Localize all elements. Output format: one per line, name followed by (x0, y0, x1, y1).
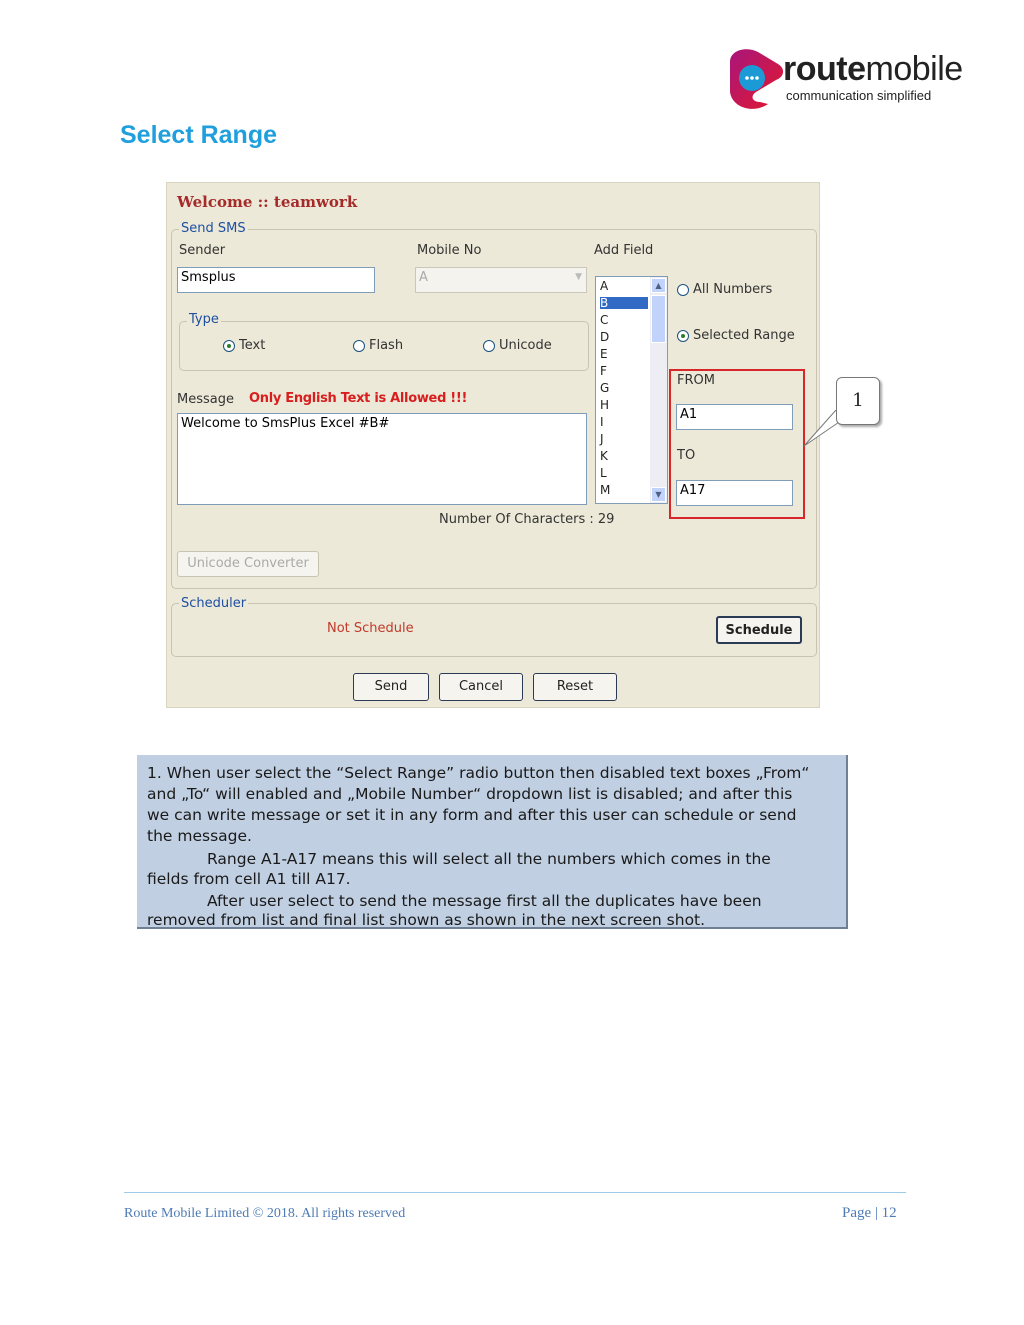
brand-tagline: communication simplified (786, 88, 932, 103)
character-count: Number Of Characters : 29 (439, 512, 615, 527)
add-field-item[interactable]: D (600, 330, 610, 344)
section-heading: Select Range (120, 121, 278, 149)
send-button[interactable]: Send (353, 673, 429, 701)
radio-flash-icon[interactable] (353, 340, 365, 352)
add-field-item[interactable]: A (600, 279, 609, 293)
note-line-4: the message. (147, 827, 252, 845)
radio-all-numbers-icon[interactable] (677, 284, 689, 296)
message-warning: Only English Text is Allowed !!! (249, 391, 468, 406)
add-field-item[interactable]: H (600, 398, 610, 412)
note-line-7: After user select to send the message first all the duplicates have been (207, 892, 762, 910)
add-field-item[interactable]: K (600, 449, 608, 463)
add-field-list[interactable] (595, 276, 668, 504)
message-label: Message (177, 392, 234, 407)
radio-text-icon[interactable] (223, 340, 235, 352)
brand-wordmark: routemobile (783, 50, 963, 88)
to-label: TO (677, 448, 696, 463)
radio-flash-label: Flash (369, 338, 404, 353)
from-input[interactable]: A1 (676, 404, 793, 430)
mobile-no-value: A (419, 270, 428, 285)
note-line-5: Range A1-A17 means this will select all the numbers which comes in the (207, 850, 771, 868)
unicode-converter-button[interactable]: Unicode Converter (177, 551, 319, 577)
scroll-thumb[interactable] (651, 295, 666, 343)
type-legend: Type (189, 312, 219, 327)
note-line-2: and „To“ will enabled and „Mobile Number“ dropdown list is disabled; and after this (147, 785, 793, 803)
radio-flash[interactable] (353, 335, 403, 354)
welcome-title: Welcome :: teamwork (177, 193, 358, 211)
scroll-down-icon[interactable]: ▼ (651, 487, 666, 502)
add-field-item[interactable]: J (600, 432, 604, 446)
add-field-item[interactable]: F (600, 364, 607, 378)
add-field-item[interactable]: I (600, 415, 604, 429)
chevron-down-icon: ▼ (575, 272, 582, 282)
radio-text-label: Text (239, 338, 266, 353)
radio-unicode-icon[interactable] (483, 340, 495, 352)
message-textarea[interactable]: Welcome to SmsPlus Excel #B# (177, 413, 587, 505)
reset-button[interactable]: Reset (533, 673, 617, 701)
add-field-item[interactable]: E (600, 347, 608, 361)
cancel-button[interactable]: Cancel (439, 673, 523, 701)
add-field-item[interactable]: M (600, 483, 611, 497)
schedule-status: Not Schedule (327, 621, 414, 636)
add-field-item[interactable]: C (600, 313, 609, 327)
selected-range-label: Selected Range (693, 328, 795, 343)
footer-divider (124, 1192, 906, 1193)
add-field-item[interactable]: G (600, 381, 610, 395)
to-input[interactable]: A17 (676, 480, 793, 506)
note-line-6: fields from cell A1 till A17. (147, 870, 351, 888)
radio-all-numbers[interactable] (677, 279, 772, 298)
all-numbers-label: All Numbers (693, 282, 773, 297)
scheduler-legend: Scheduler (181, 596, 247, 611)
add-field-item[interactable]: B (600, 297, 648, 309)
footer-page-number: Page | 12 (842, 1205, 897, 1221)
list-scrollbar[interactable] (650, 277, 667, 503)
send-sms-legend: Send SMS (181, 221, 246, 236)
schedule-button[interactable]: Schedule (716, 616, 802, 644)
radio-unicode[interactable] (483, 335, 552, 354)
from-label: FROM (677, 373, 715, 388)
note-line-3: we can write message or set it in any form and after this user can schedule or send (147, 806, 797, 824)
add-field-item[interactable]: L (600, 466, 607, 480)
sender-label: Sender (179, 243, 226, 258)
note-line-1: 1. When user select the “Select Range” radio button then disabled text boxes „From“ (147, 764, 810, 782)
footer-copyright: Route Mobile Limited © 2018. All rights reserved (124, 1206, 406, 1221)
mobile-no-label: Mobile No (417, 243, 482, 258)
mobile-no-dropdown[interactable] (415, 267, 587, 293)
radio-selected-range[interactable] (677, 325, 795, 344)
note-line-8: removed from list and final list shown as shown in the next screen shot. (147, 911, 706, 929)
sms-app-screenshot (166, 182, 820, 708)
radio-text[interactable] (223, 335, 265, 354)
callout-number: 1 (836, 377, 880, 425)
scroll-up-icon[interactable]: ▲ (651, 278, 666, 293)
add-field-label: Add Field (594, 243, 654, 258)
sender-input[interactable]: Smsplus (177, 267, 375, 293)
radio-unicode-label: Unicode (499, 338, 552, 353)
explanation-note (137, 755, 848, 929)
radio-selected-range-icon[interactable] (677, 330, 689, 342)
